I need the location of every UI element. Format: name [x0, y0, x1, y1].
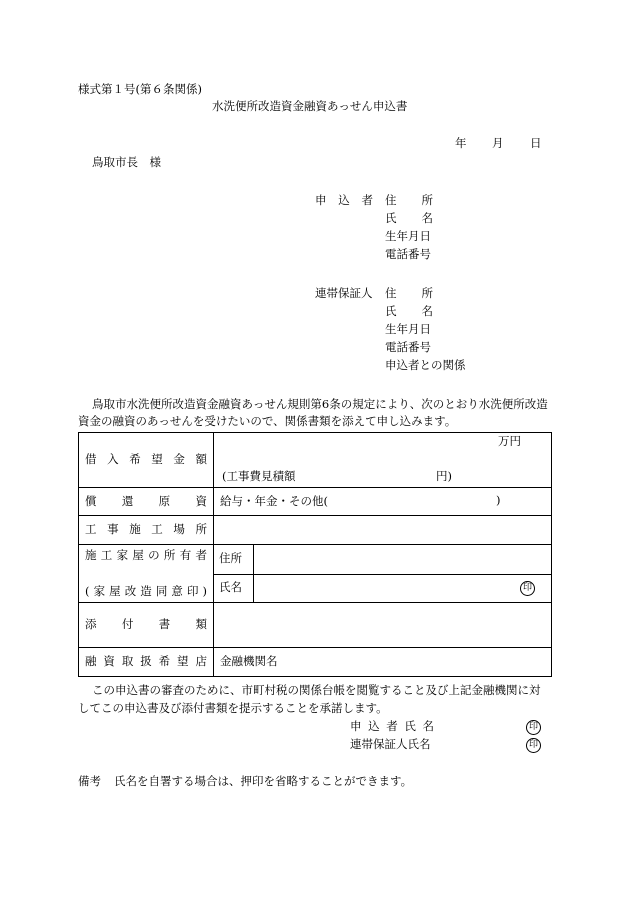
owner-address-label: 住所 — [214, 545, 254, 574]
applicant-heading: 申 込 者 — [315, 193, 373, 207]
site-field[interactable] — [214, 516, 552, 545]
owner-inner-table — [214, 545, 551, 602]
row-bank — [79, 648, 552, 677]
guarantor-relation-label: 申込者との関係 — [385, 358, 466, 372]
owner-label-cell — [79, 545, 214, 603]
note-text: 氏名を自署する場合は、押印を省略することができます。 — [114, 774, 413, 788]
bank-label-cell — [79, 648, 214, 677]
applicant-seal-icon: 印 — [526, 720, 541, 735]
intro-line-2: 資金の融資のあっせんを受けたいので、関係書類を添えて申し込みます。 — [78, 414, 457, 428]
row-attachments — [79, 603, 552, 648]
applicant-address-label: 住 所 — [385, 193, 433, 207]
attachments-label-cell — [79, 603, 214, 648]
note-label: 備考 — [78, 774, 101, 788]
owner-label: 施 工 家 屋 の 所 有 者 — [85, 548, 207, 562]
date-year-label: 年 — [455, 136, 467, 150]
attachments-field[interactable] — [214, 603, 552, 648]
owner-name-label: 氏名 — [214, 574, 254, 602]
bank-label: 融 資 取 扱 希 望 店 — [85, 654, 207, 669]
attachments-label: 添 付 書 類 — [85, 617, 207, 632]
row-loan-amount — [79, 433, 552, 488]
row-construction-site — [79, 516, 552, 545]
guarantor-seal-icon: 印 — [526, 738, 541, 753]
bank-name-label: 金融機関名 — [220, 654, 278, 669]
loan-unit-label: 万円 — [498, 434, 521, 448]
row-repayment — [79, 488, 552, 516]
loan-amount-label-cell — [79, 433, 214, 488]
owner-fields — [214, 545, 552, 603]
repayment-close: ) — [496, 493, 501, 507]
repayment-label: 償 還 原 資 — [85, 493, 207, 508]
repayment-options: 給与・年金・その他( — [220, 493, 328, 508]
estimate-suffix: 円) — [436, 469, 452, 484]
form-number: 様式第１号(第６条関係) — [78, 82, 202, 96]
applicant-name-label: 氏 名 — [385, 211, 433, 225]
repayment-field[interactable] — [214, 488, 552, 516]
consent-applicant-name-label: 申 込 者 氏 名 — [350, 719, 434, 733]
document-title: 水洗便所改造資金融資あっせん申込書 — [212, 99, 408, 113]
estimate-prefix: (工事費見積額 — [222, 469, 296, 484]
guarantor-birthdate-label: 生年月日 — [385, 322, 431, 336]
repayment-label-cell — [79, 488, 214, 516]
owner-address-field[interactable] — [254, 545, 552, 574]
row-owner — [79, 545, 552, 603]
loan-amount-label: 借 入 希 望 金 額 — [85, 452, 207, 467]
owner-name-field[interactable] — [254, 574, 552, 602]
consent-line-2: してこの申込書及び添付書類を提示することを承諾します。 — [78, 701, 388, 715]
consent-guarantor-name-label: 連帯保証人氏名 — [350, 737, 431, 751]
guarantor-name-label: 氏 名 — [385, 304, 433, 318]
site-label-cell — [79, 516, 214, 545]
date-day-label: 日 — [530, 136, 542, 150]
owner-consent-label: ( 家 屋 改 造 同 意 印 ) — [85, 584, 207, 598]
applicant-phone-label: 電話番号 — [385, 247, 431, 261]
bank-field[interactable] — [214, 648, 552, 677]
owner-seal-icon: 印 — [520, 581, 535, 596]
guarantor-address-label: 住 所 — [385, 286, 433, 300]
intro-line-1: 鳥取市水洗便所改造資金融資あっせん規則第6条の規定により、次のとおり水洗便所改造 — [92, 397, 548, 411]
loan-amount-field[interactable] — [214, 433, 552, 488]
consent-line-1: この申込書の審査のために、市町村税の関係台帳を閲覧すること及び上記金融機関に対 — [92, 683, 541, 697]
date-month-label: 月 — [492, 136, 504, 150]
application-table — [78, 432, 552, 677]
guarantor-heading: 連帯保証人 — [315, 286, 373, 300]
applicant-birthdate-label: 生年月日 — [385, 229, 431, 243]
addressee: 鳥取市長 様 — [92, 155, 161, 169]
site-label: 工 事 施 工 場 所 — [85, 522, 207, 537]
guarantor-phone-label: 電話番号 — [385, 340, 431, 354]
